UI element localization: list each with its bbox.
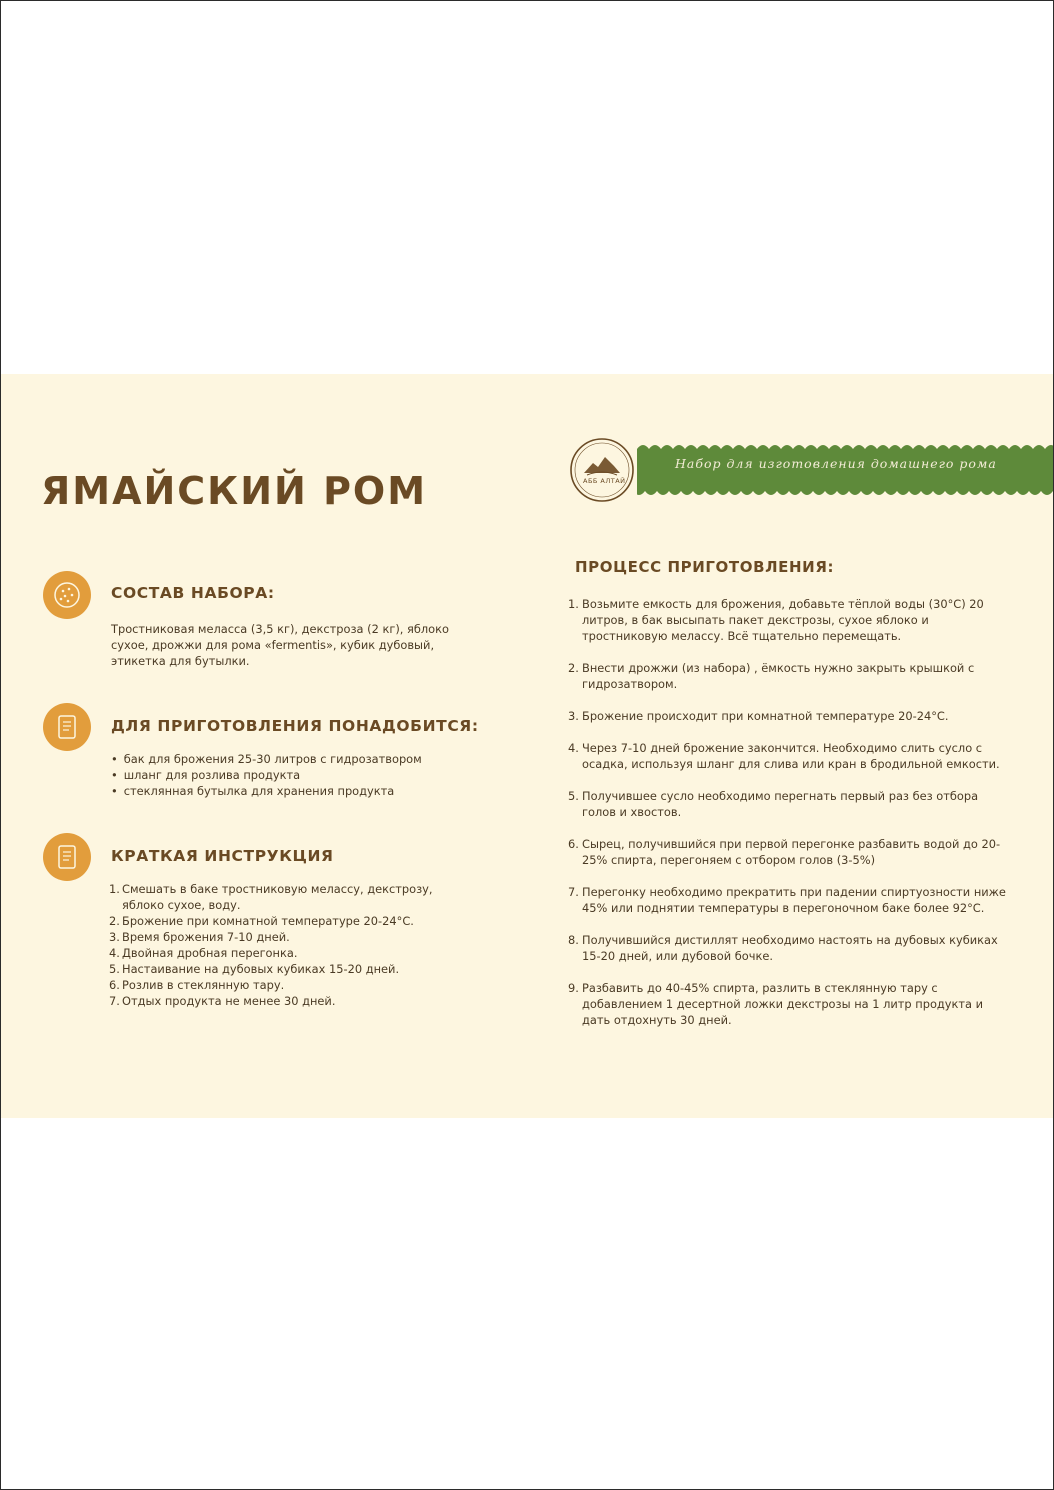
logo-caption: АББ АЛТАЙ [583,477,626,485]
page-title: ЯМАЙСКИЙ РОМ [41,469,428,513]
banner-tagline: Набор для изготовления домашнего рома [675,456,997,471]
brand-logo-icon [567,435,637,505]
list-item: 3. Брожение происходит при комнатной температуре 20-24°С. [568,709,949,723]
list-item: 3. Время брожения 7-10 дней. [109,930,290,944]
kit-section-icon [43,571,91,619]
short-heading: КРАТКАЯ ИНСТРУКЦИЯ [111,847,334,865]
list-item: • шланг для розлива продукта [111,767,491,783]
list-item: 2. Внести дрожжи (из набора) , ёмкость нужно закрыть крышкой с гидрозатвором. [568,661,975,691]
kit-heading: СОСТАВ НАБОРА: [111,584,275,602]
needed-heading: ДЛЯ ПРИГОТОВЛЕНИЯ ПОНАДОБИТСЯ: [111,717,479,735]
list-item: 7. Отдых продукта не менее 30 дней. [109,994,336,1008]
process-steps-list [568,596,1008,1044]
list-item: 4. Двойная дробная перегонка. [109,946,298,960]
scroll-icon [54,842,80,872]
list-item: 6. Розлив в стеклянную тару. [109,978,285,992]
list-item: 5. Настаивание на дубовых кубиках 15-20 дней. [109,962,400,976]
list-item: 4. Через 7-10 дней брожение закончится. Необходимо слить сусло с осадка, используя шланг для слива или кран в бродильной емкости. [568,741,1000,771]
list-item: 1. Смешать в баке тростниковую мелассу, декстрозу, яблоко сухое, воду. [109,882,433,912]
dots-circle-icon [52,580,82,610]
process-heading: ПРОЦЕСС ПРИГОТОВЛЕНИЯ: [575,558,835,576]
scroll-icon [54,712,80,742]
list-item: 7. Перегонку необходимо прекратить при падении спиртуозности ниже 45% или поднятии температуры в перегоночном баке более 92°С. [568,885,1006,915]
kit-text: Тростниковая меласса (3,5 кг), декстроза (2 кг), яблоко сухое, дрожжи для рома «fermentis», кубик дубовый, этикетка для бутылки. [111,622,449,668]
list-item: 6. Сырец, получившийся при первой перегонке разбавить водой до 20-25% спирта, перегоняем с отбором голов (3-5%) [568,837,1001,867]
list-item: • стеклянная бутылка для хранения продукта [111,783,491,799]
needed-section-icon [43,703,91,751]
list-item: 8. Получившийся дистиллят необходимо настоять на дубовых кубиках 15-20 дней, или дубовой бочке. [568,933,998,963]
list-item: 2. Брожение при комнатной температуре 20-24°С. [109,914,414,928]
list-item: • бак для брожения 25-30 литров с гидрозатвором [111,751,491,767]
list-item: 1. Возьмите емкость для брожения, добавьте тёплой воды (30°С) 20 литров, в бак высыпать пакет декстрозы, сухое яблоко и тростниковую мелассу. Всё тщательно перемещать. [568,597,984,643]
list-item: 5. Получившее сусло необходимо перегнать первый раз без отбора голов и хвостов. [568,789,979,819]
list-item: 9. Разбавить до 40-45% спирта, разлить в стеклянную тару с добавлением 1 десертной ложки декстрозы на 1 литр продукта и дать отдохнуть 30 дней. [568,981,984,1027]
short-steps-list [109,881,469,1009]
needed-list [111,751,491,799]
short-section-icon [43,833,91,881]
